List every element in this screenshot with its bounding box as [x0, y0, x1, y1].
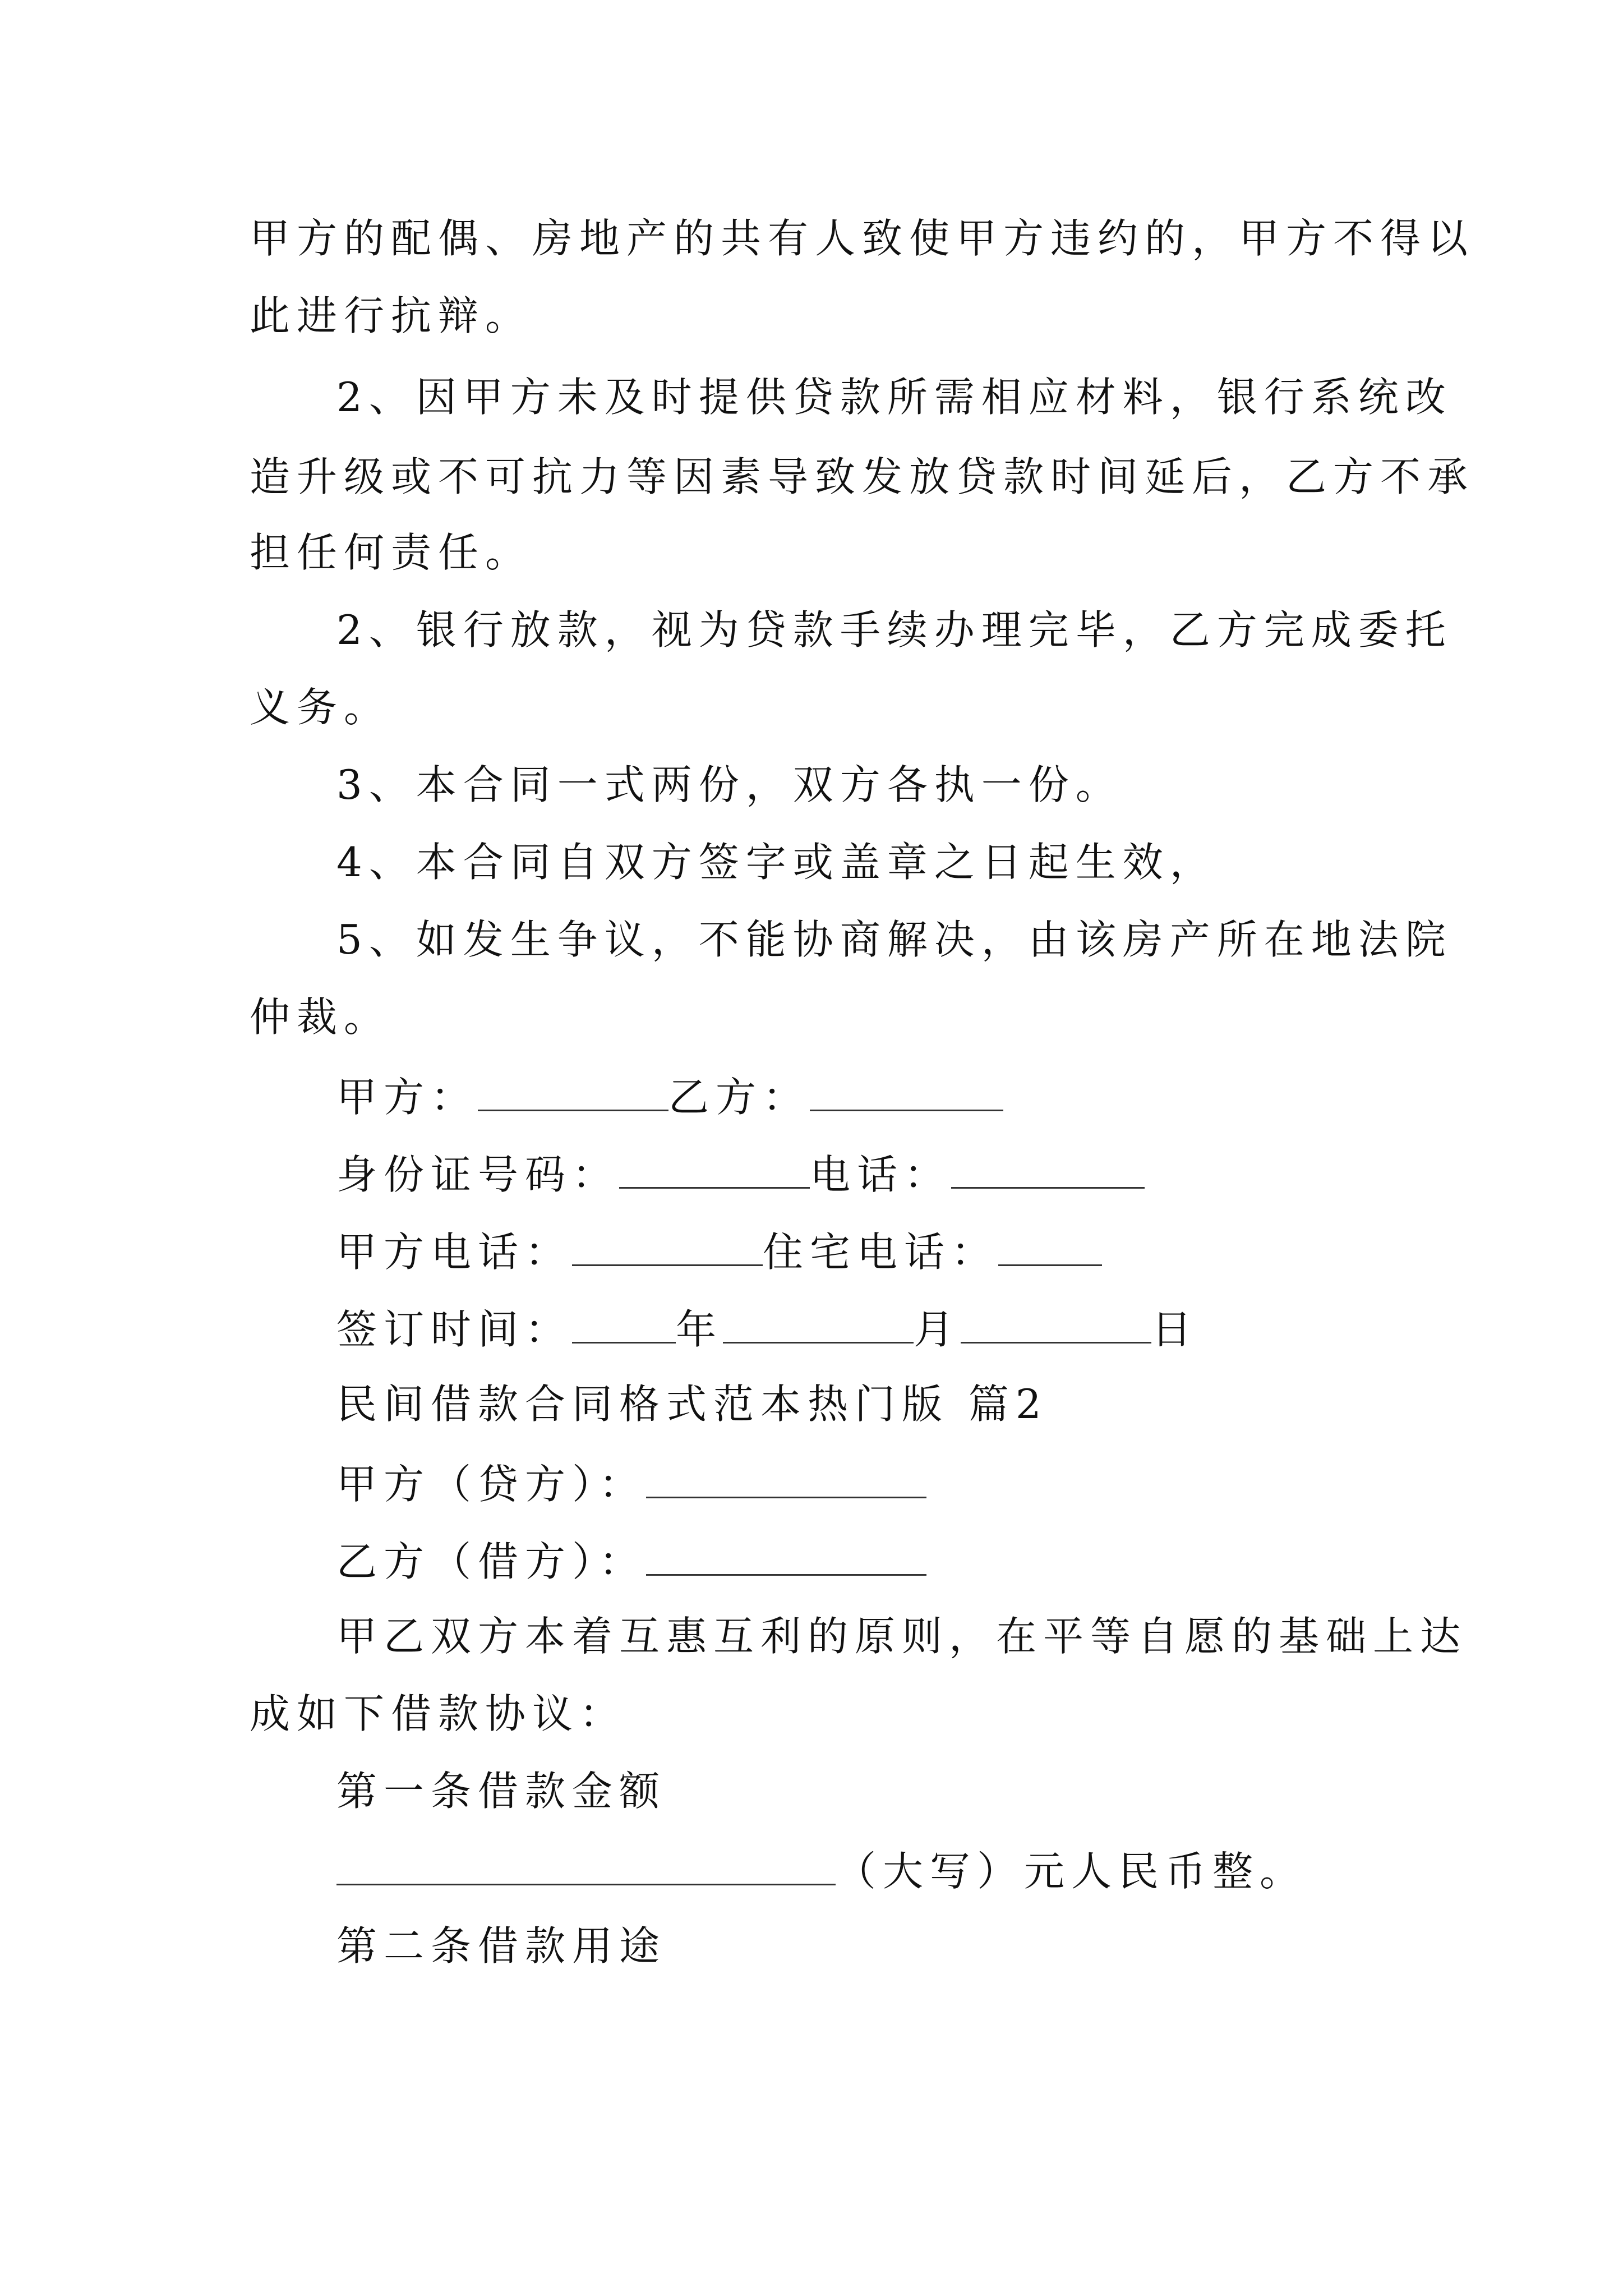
paragraph-2-line-1: 2、因甲方未及时提供贷款所需相应材料，银行系统改: [336, 374, 1453, 421]
signature-id-line: [336, 1147, 1145, 1200]
month-label: 月: [914, 1306, 961, 1353]
lender-line: [336, 1456, 926, 1510]
text-line: [336, 760, 1123, 810]
paragraph-3-line-2: 义务。: [250, 684, 391, 731]
paragraph-1-line-2: 此进行抗辩。: [250, 292, 533, 339]
lender-label: 甲方（贷方）：: [336, 1461, 647, 1508]
text-line: [336, 1611, 1467, 1662]
text-line: [250, 452, 1474, 502]
section-2-title: 民间借款合同格式范本热门版 篇2: [336, 1381, 1048, 1428]
borrower-label: 乙方（借方）：: [336, 1538, 647, 1585]
id-number-blank: [619, 1147, 810, 1189]
paragraph-3-line-1: 2、银行放款，视为贷款手续办理完毕，乙方完成委托: [336, 606, 1453, 654]
party-a-label: 甲方：: [336, 1074, 478, 1121]
intro-line-2: 成如下借款协议：: [250, 1690, 627, 1737]
section-title-line: [336, 1379, 1048, 1429]
text-line: [250, 992, 391, 1042]
paragraph-1-line-1: 甲方的配偶、房地产的共有人致使甲方违约的，甲方不得以: [250, 215, 1475, 262]
lender-blank: [646, 1456, 926, 1498]
text-line: [336, 837, 1217, 887]
paragraph-4: 3、本合同一式两份，双方各执一份。: [336, 761, 1123, 808]
article-2-title: 第二条借款用途: [336, 1922, 667, 1970]
amount-blank: [336, 1843, 836, 1885]
article-1-title: 第一条借款金额: [336, 1768, 667, 1815]
day-label: 日: [1151, 1306, 1199, 1353]
party-b-blank: [810, 1069, 1003, 1111]
phone-blank: [951, 1147, 1145, 1189]
paragraph-5: 4、本合同自双方签字或盖章之日起生效，: [336, 839, 1217, 886]
article-heading-line: [336, 1766, 666, 1816]
party-a-blank: [478, 1069, 668, 1111]
party-b-label: 乙方：: [668, 1074, 810, 1121]
month-blank: [723, 1301, 914, 1343]
amount-line: [336, 1843, 1307, 1897]
borrower-line: [336, 1534, 926, 1587]
text-line: [250, 527, 532, 578]
year-label: 年: [676, 1306, 723, 1353]
year-blank: [572, 1301, 676, 1343]
text-line: [250, 213, 1474, 264]
text-line: [250, 682, 391, 733]
text-line: [336, 372, 1453, 422]
party-a-phone-label: 甲方电话：: [336, 1228, 573, 1276]
home-phone-label: 住宅电话：: [763, 1228, 999, 1276]
paragraph-2-line-2: 造升级或不可抗力等因素导致发放贷款时间延后，乙方不承: [250, 453, 1475, 500]
day-blank: [961, 1301, 1151, 1343]
signature-date-line: [336, 1301, 1198, 1355]
text-line: [250, 291, 532, 341]
signature-party-line: [336, 1069, 1003, 1122]
amount-suffix: （大写）元人民币整。: [836, 1848, 1307, 1895]
sign-time-label: 签订时间：: [336, 1306, 573, 1353]
paragraph-6-line-2: 仲裁。: [250, 993, 391, 1041]
id-number-label: 身份证号码：: [336, 1151, 620, 1198]
phone-label: 电话：: [810, 1151, 952, 1198]
home-phone-blank: [998, 1224, 1102, 1266]
borrower-blank: [646, 1534, 926, 1576]
paragraph-6-line-1: 5、如发生争议，不能协商解决，由该房产所在地法院: [336, 916, 1453, 963]
text-line: [336, 914, 1453, 965]
signature-phone-line: [336, 1224, 1102, 1277]
article-heading-line: [336, 1921, 666, 1971]
text-line: [336, 605, 1453, 655]
text-line: [250, 1688, 626, 1739]
paragraph-2-line-3: 担任何责任。: [250, 529, 533, 576]
party-a-phone-blank: [572, 1224, 763, 1266]
intro-line-1: 甲乙双方本着互惠互利的原则，在平等自愿的基础上达: [336, 1613, 1468, 1660]
